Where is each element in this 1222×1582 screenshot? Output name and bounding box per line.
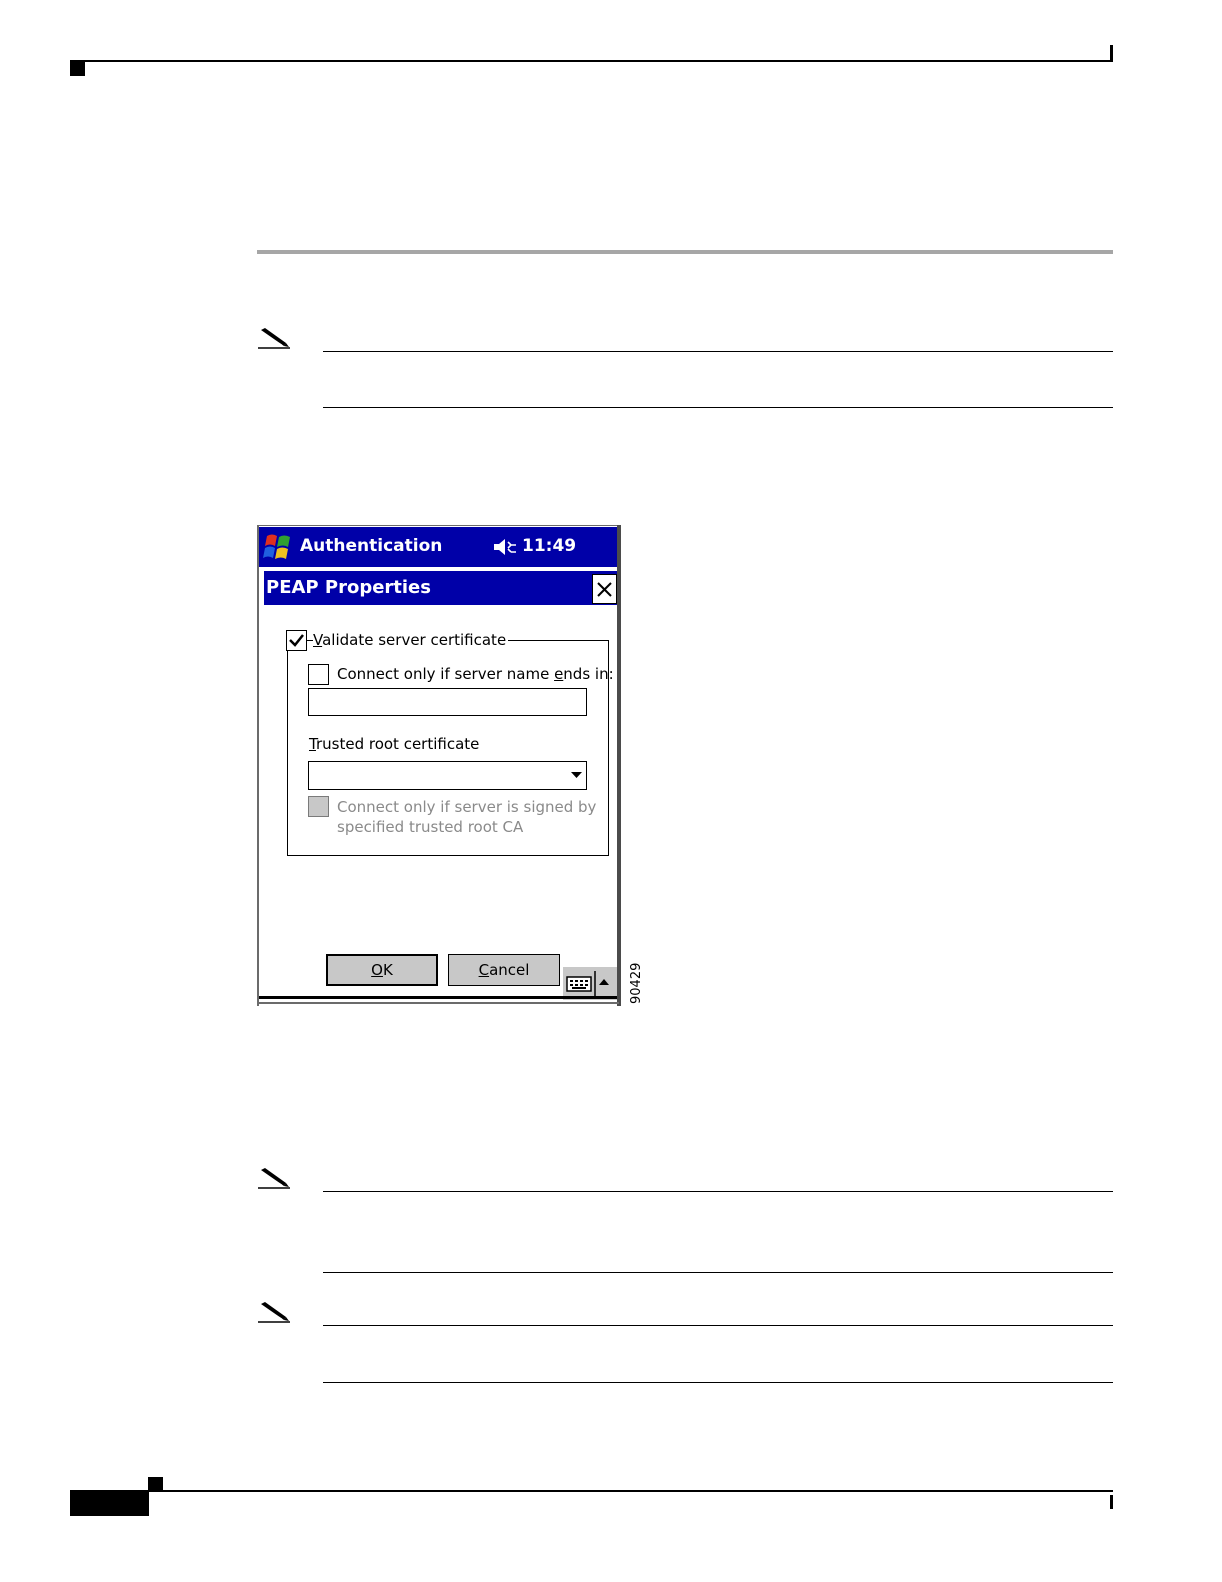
ok-button[interactable]: O K	[326, 954, 438, 986]
device-bottom-edge	[259, 1002, 619, 1004]
header-rule	[70, 60, 1113, 62]
footer-tick	[1110, 1495, 1113, 1509]
speaker-muted-icon[interactable]	[492, 537, 518, 557]
header-marker	[70, 62, 85, 76]
pencil-note-icon	[256, 1300, 292, 1326]
note-rule-bottom	[323, 407, 1113, 408]
signed-by-checkbox[interactable]	[308, 796, 329, 817]
validate-checkbox[interactable]	[286, 630, 307, 651]
device-title: Authentication	[300, 536, 443, 556]
footer-block	[70, 1492, 149, 1516]
server-name-label: Connect only if server name ends in:	[337, 665, 614, 683]
pencil-note-icon	[256, 326, 292, 352]
section-rule	[257, 250, 1113, 254]
trusted-root-select[interactable]	[308, 761, 587, 790]
signed-by-label-line1: Connect only if server is signed by	[337, 798, 597, 816]
clock[interactable]: 11:49	[522, 536, 577, 556]
trusted-root-label: Trusted root certificate	[309, 735, 480, 753]
dialog-title: PEAP Properties	[266, 577, 431, 598]
chevron-down-icon	[571, 772, 582, 779]
server-name-input[interactable]	[308, 688, 587, 716]
figure-id	[618, 962, 658, 1006]
close-icon	[593, 575, 616, 603]
footer-rule	[70, 1490, 1113, 1492]
pencil-note-icon	[256, 1166, 292, 1192]
header-tick	[1110, 45, 1113, 61]
checkmark-icon	[287, 631, 306, 650]
server-name-checkbox[interactable]	[308, 664, 329, 685]
figure-id-text: 90429	[629, 962, 644, 1004]
note-rule-top	[323, 1325, 1113, 1326]
device-border	[617, 525, 621, 1006]
signed-by-label-line2: specified trusted root CA	[337, 818, 524, 836]
device-bottom-border	[259, 996, 617, 999]
note-rule-top	[323, 351, 1113, 352]
note-rule-top	[323, 1191, 1113, 1192]
cancel-button[interactable]: C ancel	[448, 954, 560, 986]
footer-marker	[148, 1477, 163, 1491]
note-rule-bottom	[323, 1272, 1113, 1273]
close-button[interactable]	[592, 574, 617, 604]
validate-label: Validate server certificate	[313, 631, 507, 649]
windows-flag-icon[interactable]	[261, 530, 297, 564]
note-rule-bottom	[323, 1382, 1113, 1383]
